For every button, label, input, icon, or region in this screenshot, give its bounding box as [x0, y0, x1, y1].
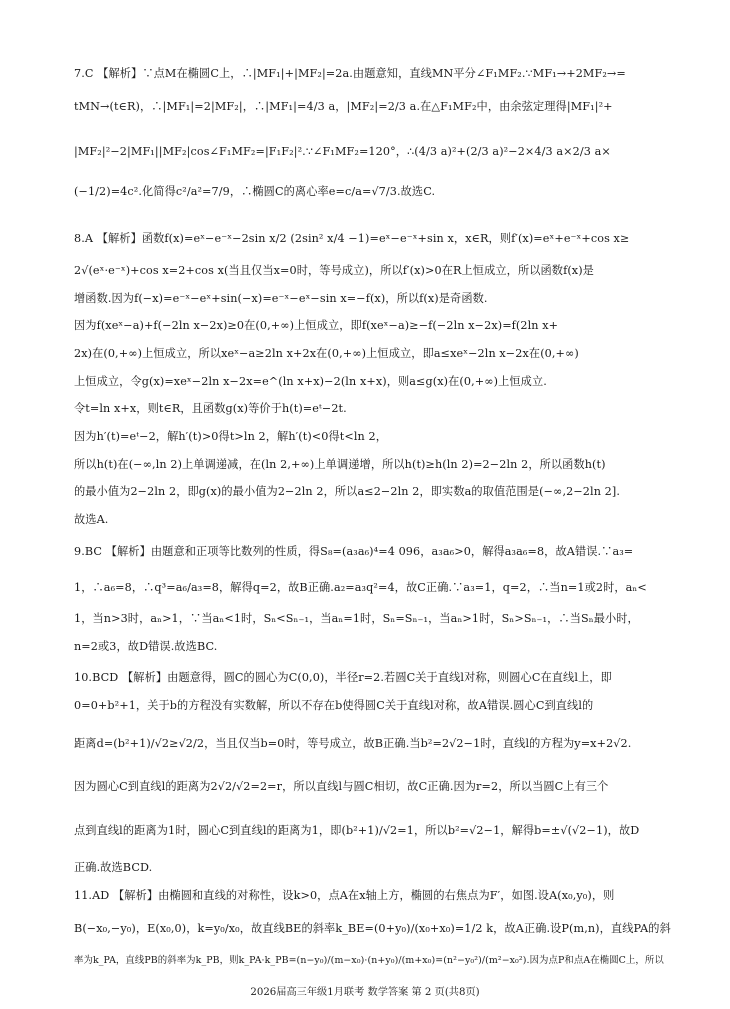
text-line: 正确.故选BCD.: [74, 861, 153, 874]
text-line: 所以h(t)在(−∞,ln 2)上单调递减，在(ln 2,+∞)上单调递增，所以h(t)≥h(ln 2)=2−2ln 2，所以函数h(t): [74, 458, 606, 471]
text-line: 故选A.: [74, 513, 109, 526]
text-line: 2√(eˣ·e⁻ˣ)+cos x=2+cos x(当且仅当x=0时，等号成立)，所以f′(x)>0在R上恒成立，所以函数f(x)是: [74, 264, 594, 277]
text-line: 9.BC 【解析】由题意和正项等比数列的性质，得S₈=(a₃a₆)⁴=4 096，a₃a₆>0，解得a₃a₆=8，故A错误.∵a₃=: [74, 545, 634, 558]
text-line: 8.A 【解析】函数f(x)=eˣ−e⁻ˣ−2sin x/2 (2sin² x/4 −1)=eˣ−e⁻ˣ+sin x，x∈R，则f′(x)=eˣ+e⁻ˣ+cos x≥: [74, 232, 630, 245]
text-line: n=2或3，故D错误.故选BC.: [74, 640, 218, 653]
text-line: 增函数.因为f(−x)=e⁻ˣ−eˣ+sin(−x)=e⁻ˣ−eˣ−sin x=−f(x)，所以f(x)是奇函数.: [74, 292, 488, 305]
text-line: 10.BCD 【解析】由题意得，圆C的圆心为C(0,0)，半径r=2.若圆C关于直线l对称，则圆心C在直线l上，即: [74, 671, 612, 684]
text-line: 的最小值为2−2ln 2，即g(x)的最小值为2−2ln 2，所以a≤2−2ln 2，即实数a的取值范围是(−∞,2−2ln 2].: [74, 485, 621, 498]
text-line: 率为k_PA，直线PB的斜率为k_PB，则k_PA·k_PB=(n−y₀)/(m−x₀)·(n+y₀)/(m+x₀)=(n²−y₀²)/(m²−x₀²).因为点P和点A在椭圆C上，所以: [74, 955, 664, 966]
text-line: 因为圆心C到直线l的距离为2√2/√2=2=r，所以直线l与圆C相切，故C正确.因为r=2，所以当圆C上有三个: [74, 780, 609, 793]
text-line: 因为f(xeˣ−a)+f(−2ln x−2x)≥0在(0,+∞)上恒成立，即f(xeˣ−a)≥−f(−2ln x−2x)=f(2ln x+: [74, 319, 559, 332]
text-line: 0=0+b²+1，关于b的方程没有实数解，所以不存在b使得圆C关于直线l对称，故A错误.圆心C到直线l的: [74, 699, 594, 712]
text-line: 令t=ln x+x，则t∈R，且函数g(x)等价于h(t)=eᵗ−2t.: [74, 402, 347, 415]
text-line: 1，当n>3时，aₙ>1，∵当aₙ<1时，Sₙ<Sₙ₋₁，当aₙ=1时，Sₙ=Sₙ₋₁，当aₙ>1时，Sₙ>Sₙ₋₁，∴当Sₙ最小时，: [74, 612, 639, 625]
text-line: 1，∴a₆=8，∴q³=a₆/a₃=8，解得q=2，故B正确.a₂=a₃q²=4，故C正确.∵a₃=1，q=2，∴当n=1或2时，aₙ<: [74, 581, 647, 594]
text-line: |MF₂|²−2|MF₁||MF₂|cos∠F₁MF₂=|F₁F₂|².∵∠F₁MF₂=120°，∴(4/3 a)²+(2/3 a)²−2×4/3 a×2/3 a×: [74, 145, 611, 158]
text-line: 2x)在(0,+∞)上恒成立，所以xeˣ−a≥2ln x+2x在(0,+∞)上恒成立，即a≤xeˣ−2ln x−2x在(0,+∞): [74, 347, 579, 360]
page-footer: 2026届高三年级1月联考 数学答案 第 2 页(共8页): [250, 987, 480, 998]
text-line: 上恒成立，令g(x)=xeˣ−2ln x−2x=e^(ln x+x)−2(ln x+x)，则a≤g(x)在(0,+∞)上恒成立.: [74, 375, 547, 388]
text-line: 点到直线l的距离为1时，圆心C到直线l的距离为1，即(b²+1)/√2=1，所以b²=√2−1，解得b=±√(√2−1)，故D: [74, 824, 640, 837]
text-line: 因为h′(t)=eᵗ−2，解h′(t)>0得t>ln 2，解h′(t)<0得t<ln 2，: [74, 430, 387, 443]
text-line: 距离d=(b²+1)/√2≥√2/2，当且仅当b=0时，等号成立，故B正确.当b²=2√2−1时，直线l的方程为y=x+2√2.: [74, 737, 632, 750]
text-line: B(−x₀,−y₀)，E(x₀,0)，k=y₀/x₀，故直线BE的斜率k_BE=(0+y₀)/(x₀+x₀)=1/2 k，故A正确.设P(m,n)，直线PA的斜: [74, 922, 671, 935]
text-line: 7.C 【解析】∵点M在椭圆C上，∴|MF₁|+|MF₂|=2a.由题意知，直线MN平分∠F₁MF₂.∵MF₁→+2MF₂→=: [74, 67, 626, 80]
text-line: tMN→(t∈R)，∴|MF₁|=2|MF₂|，∴|MF₁|=4/3 a，|MF₂|=2/3 a.在△F₁MF₂中，由余弦定理得|MF₁|²+: [74, 100, 613, 113]
text-line: 11.AD 【解析】由椭圆和直线的对称性，设k>0，点A在x轴上方，椭圆的右焦点为F′，如图.设A(x₀,y₀)，则: [74, 889, 615, 902]
text-line: (−1/2)=4c².化简得c²/a²=7/9，∴椭圆C的离心率e=c/a=√7/3.故选C.: [74, 185, 436, 198]
